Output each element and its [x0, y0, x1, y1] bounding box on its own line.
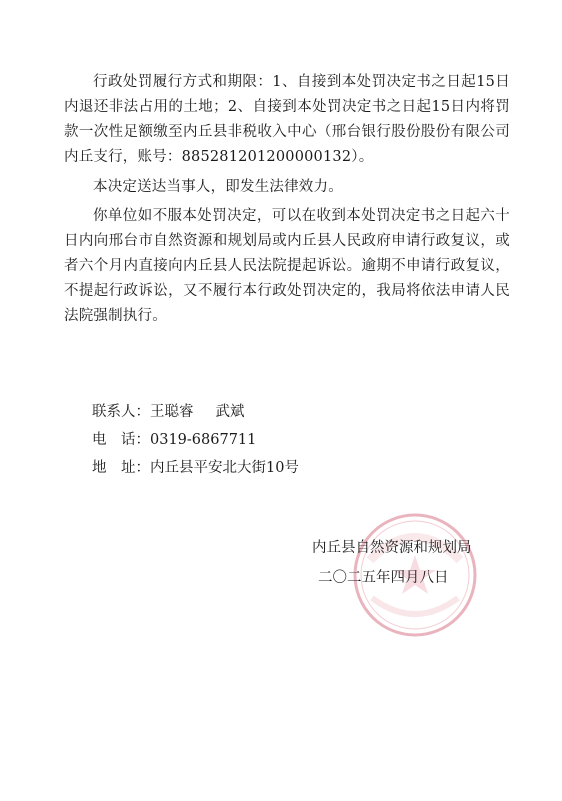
contact-address: 内丘县平安北大街10号 [150, 460, 299, 476]
contact-address-label: 地 址： [92, 460, 150, 476]
paragraph-penalty-terms: 行政处罚履行方式和期限：1、自接到本处罚决定书之日起15日内退还非法占用的土地；2、自接到本处罚决定书之日起15日内将罚款一次性足额缴至内丘县非税收入中心（邢台银行股份股份有限公司内丘支行，账号：885281201200000132）。 [64, 74, 510, 165]
contact-person-1: 王聪睿 [150, 404, 194, 420]
paragraph-appeal-rights: 你单位如不服本处罚决定，可以在收到本处罚决定书之日起六十日内向邢台市自然资源和规划局或内丘县人民政府申请行政复议，或者六个月内直接向内丘县人民法院提起诉讼。逾期不申请行政复议，不提起行政诉讼，又不履行本行政处罚决定的，我局将依法申请人民法院强制执行。 [64, 208, 510, 324]
contact-phone: 0319-6867711 [150, 432, 257, 448]
contact-address-line [92, 458, 299, 478]
paragraph-effectiveness: 本决定送达当事人，即发生法律效力。 [93, 179, 343, 195]
issue-date: 二〇二五年四月八日 [318, 570, 449, 586]
contact-person-label: 联系人： [92, 404, 150, 420]
issuing-organization: 内丘县自然资源和规划局 [312, 540, 472, 556]
contact-phone-line [92, 430, 256, 450]
contact-phone-label: 电 话： [92, 432, 150, 448]
contact-person-line [92, 402, 245, 422]
contact-person-2: 武斌 [215, 404, 245, 420]
